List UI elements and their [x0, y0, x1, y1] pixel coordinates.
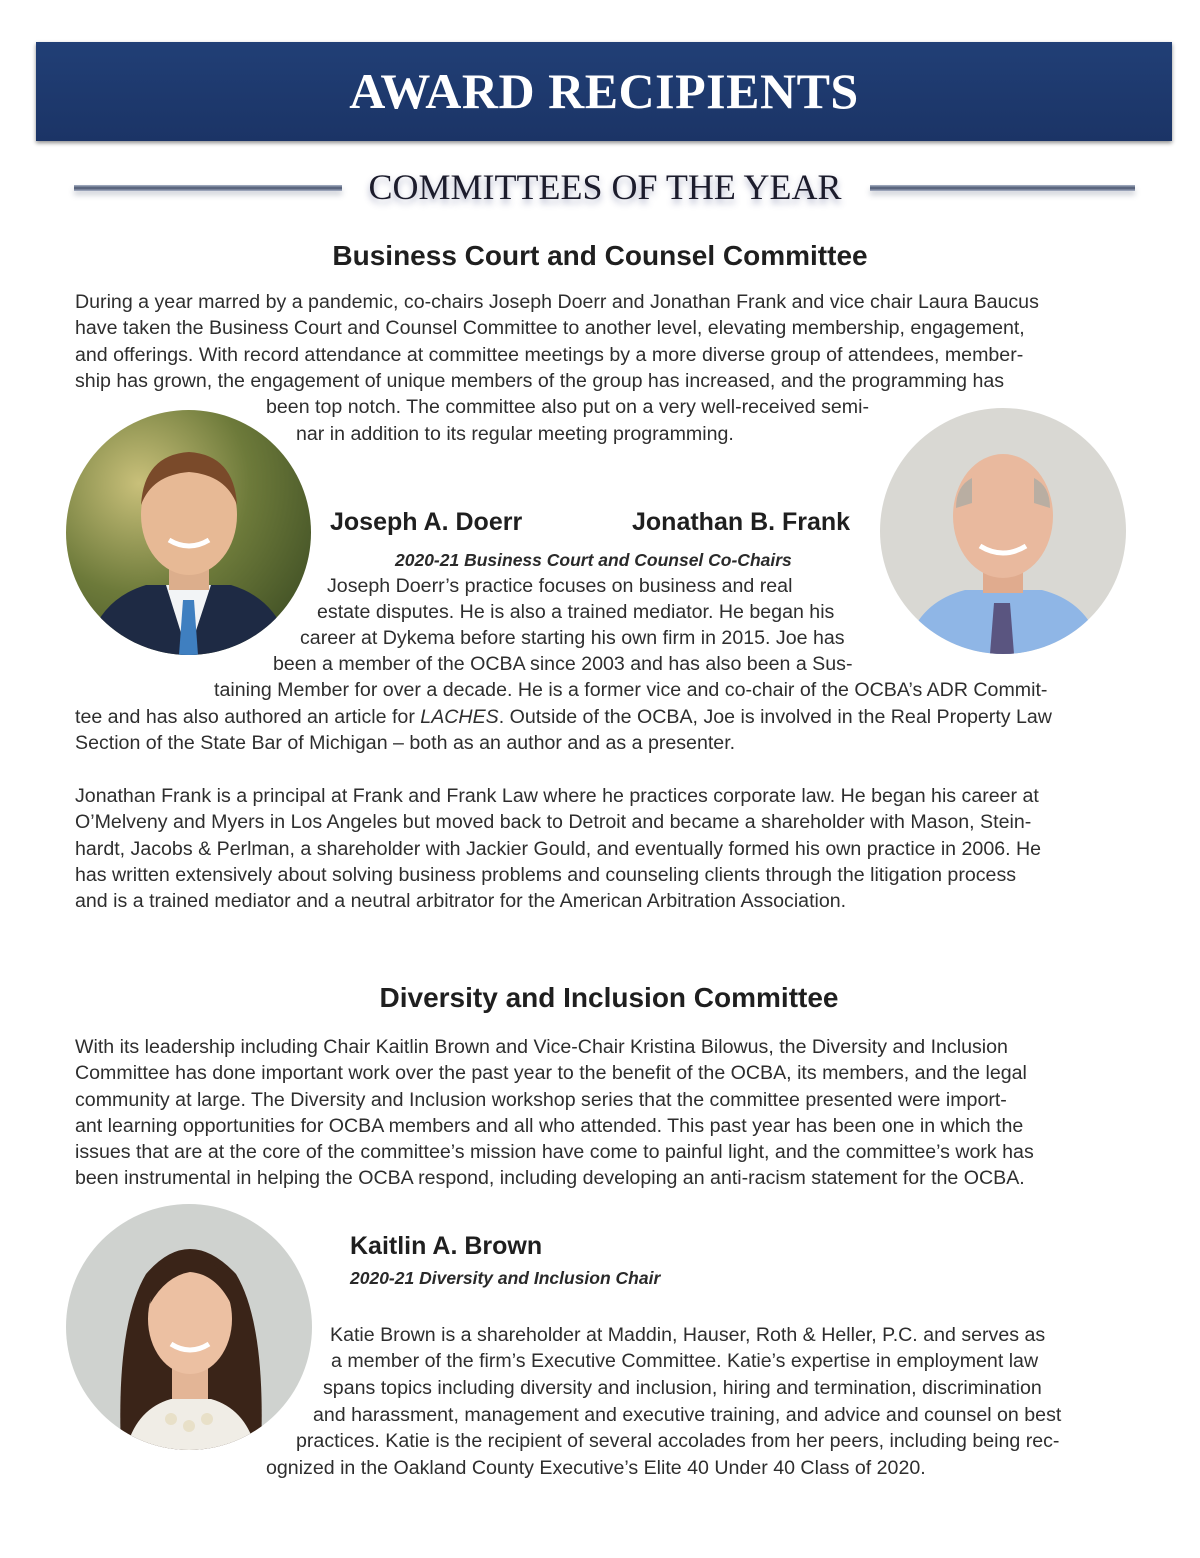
text-line: During a year marred by a pandemic, co-chairs Joseph Doerr and Jonathan Frank and vice chair Laura Baucus: [75, 291, 1039, 313]
text-line: O’Melveny and Myers in Los Angeles but moved back to Detroit and became a shareholder with Mason, Stein-: [75, 811, 1032, 834]
banner-title: AWARD RECIPIENTS: [349, 63, 859, 119]
text-line: With its leadership including Chair Kaitlin Brown and Vice-Chair Kristina Bilowus, the Diversity and Inclusion: [75, 1036, 1008, 1058]
text-line: nar in addition to its regular meeting programming.: [296, 423, 734, 445]
diversity-intro: [75, 1034, 1150, 1192]
jonathan-frank-photo: [880, 408, 1126, 654]
heading-rule-right: [870, 185, 1135, 191]
text-line: Joseph Doerr’s practice focuses on business and real: [327, 575, 793, 597]
joseph-doerr-photo: [66, 410, 311, 655]
text-line: and is a trained mediator and a neutral arbitrator for the American Arbitration Association.: [75, 890, 847, 913]
text-line: and offerings. With record attendance at committee meetings by a more diverse group of attendees, member-: [75, 343, 1024, 366]
text-line: been top notch. The committee also put on a very well-received semi-: [266, 396, 869, 418]
text-line: career at Dykema before starting his own firm in 2015. Joe has: [300, 627, 845, 649]
text-line: a member of the firm’s Executive Committee. Katie’s expertise in employment law: [331, 1350, 1039, 1372]
kaitlin-brown-photo: [66, 1204, 312, 1450]
business-cochairs-title: 2020-21 Business Court and Counsel Co-Chairs: [395, 550, 792, 570]
text-line: community at large. The Diversity and Inclusion workshop series that the committee presented were import-: [75, 1088, 1007, 1111]
text-line: Katie Brown is a shareholder at Maddin, Hauser, Roth & Heller, P.C. and serves as: [330, 1324, 1046, 1346]
text-run: . Outside of the OCBA, Joe is involved in the Real Property Law: [498, 706, 1052, 728]
business-committee-heading: Business Court and Counsel Committee: [332, 240, 868, 271]
diversity-committee-heading: Diversity and Inclusion Committee: [379, 982, 839, 1013]
laches-title: LACHES: [420, 706, 499, 728]
text-line: been a member of the OCBA since 2003 and has also been a Sus-: [273, 653, 853, 675]
text-line: been instrumental in helping the OCBA respond, including developing an anti-racism statement for the OCBA.: [75, 1167, 1025, 1190]
text-line: practices. Katie is the recipient of several accolades from her peers, including being rec-: [296, 1430, 1060, 1452]
text-line: ship has grown, the engagement of unique members of the group has increased, and the programming has: [75, 369, 1005, 392]
text-line: Committee has done important work over the past year to the benefit of the OCBA, its members, and the legal: [75, 1062, 1027, 1085]
frank-bio: [75, 783, 1150, 914]
kaitlin-brown-name: Kaitlin A. Brown: [350, 1232, 543, 1260]
text-line: hardt, Jacobs & Perlman, a shareholder with Jackier Gould, and eventually formed his own practice in 2006. He: [75, 837, 1042, 860]
text-run: tee and has also authored an article for: [75, 706, 421, 728]
text-line: have taken the Business Court and Counsel Committee to another level, elevating membership, engagement,: [75, 317, 1025, 340]
text-line: Section of the State Bar of Michigan – both as an author and as a presenter.: [75, 732, 736, 754]
text-line: estate disputes. He is also a trained mediator. He began his: [317, 601, 835, 623]
text-line: has written extensively about solving business problems and counseling clients through the litigation process: [75, 863, 1017, 886]
page-banner: [36, 42, 1172, 141]
diversity-chair-title: 2020-21 Diversity and Inclusion Chair: [350, 1268, 661, 1288]
text-line: issues that are at the core of the committee’s mission have come to painful light, and the committee’s work has: [75, 1141, 1034, 1164]
business-intro: [75, 289, 1150, 394]
text-line: [75, 704, 1052, 730]
text-line: Jonathan Frank is a principal at Frank and Frank Law where he practices corporate law. He began his career at: [75, 785, 1039, 807]
joseph-doerr-name: Joseph A. Doerr: [330, 508, 523, 536]
jonathan-frank-name: Jonathan B. Frank: [632, 508, 851, 536]
text-line: ognized in the Oakland County Executive’s Elite 40 Under 40 Class of 2020.: [266, 1457, 926, 1479]
text-line: ant learning opportunities for OCBA members and all who attended. This past year has been one in which the: [75, 1114, 1024, 1137]
text-line: and harassment, management and executive training, and advice and counsel on best: [313, 1404, 1062, 1426]
section-heading: COMMITTEES OF THE YEAR: [368, 167, 842, 207]
text-line: taining Member for over a decade. He is a former vice and co-chair of the OCBA’s ADR Commit-: [214, 679, 1048, 701]
heading-rule-left: [74, 185, 342, 191]
text-line: spans topics including diversity and inclusion, hiring and termination, discrimination: [323, 1377, 1042, 1399]
